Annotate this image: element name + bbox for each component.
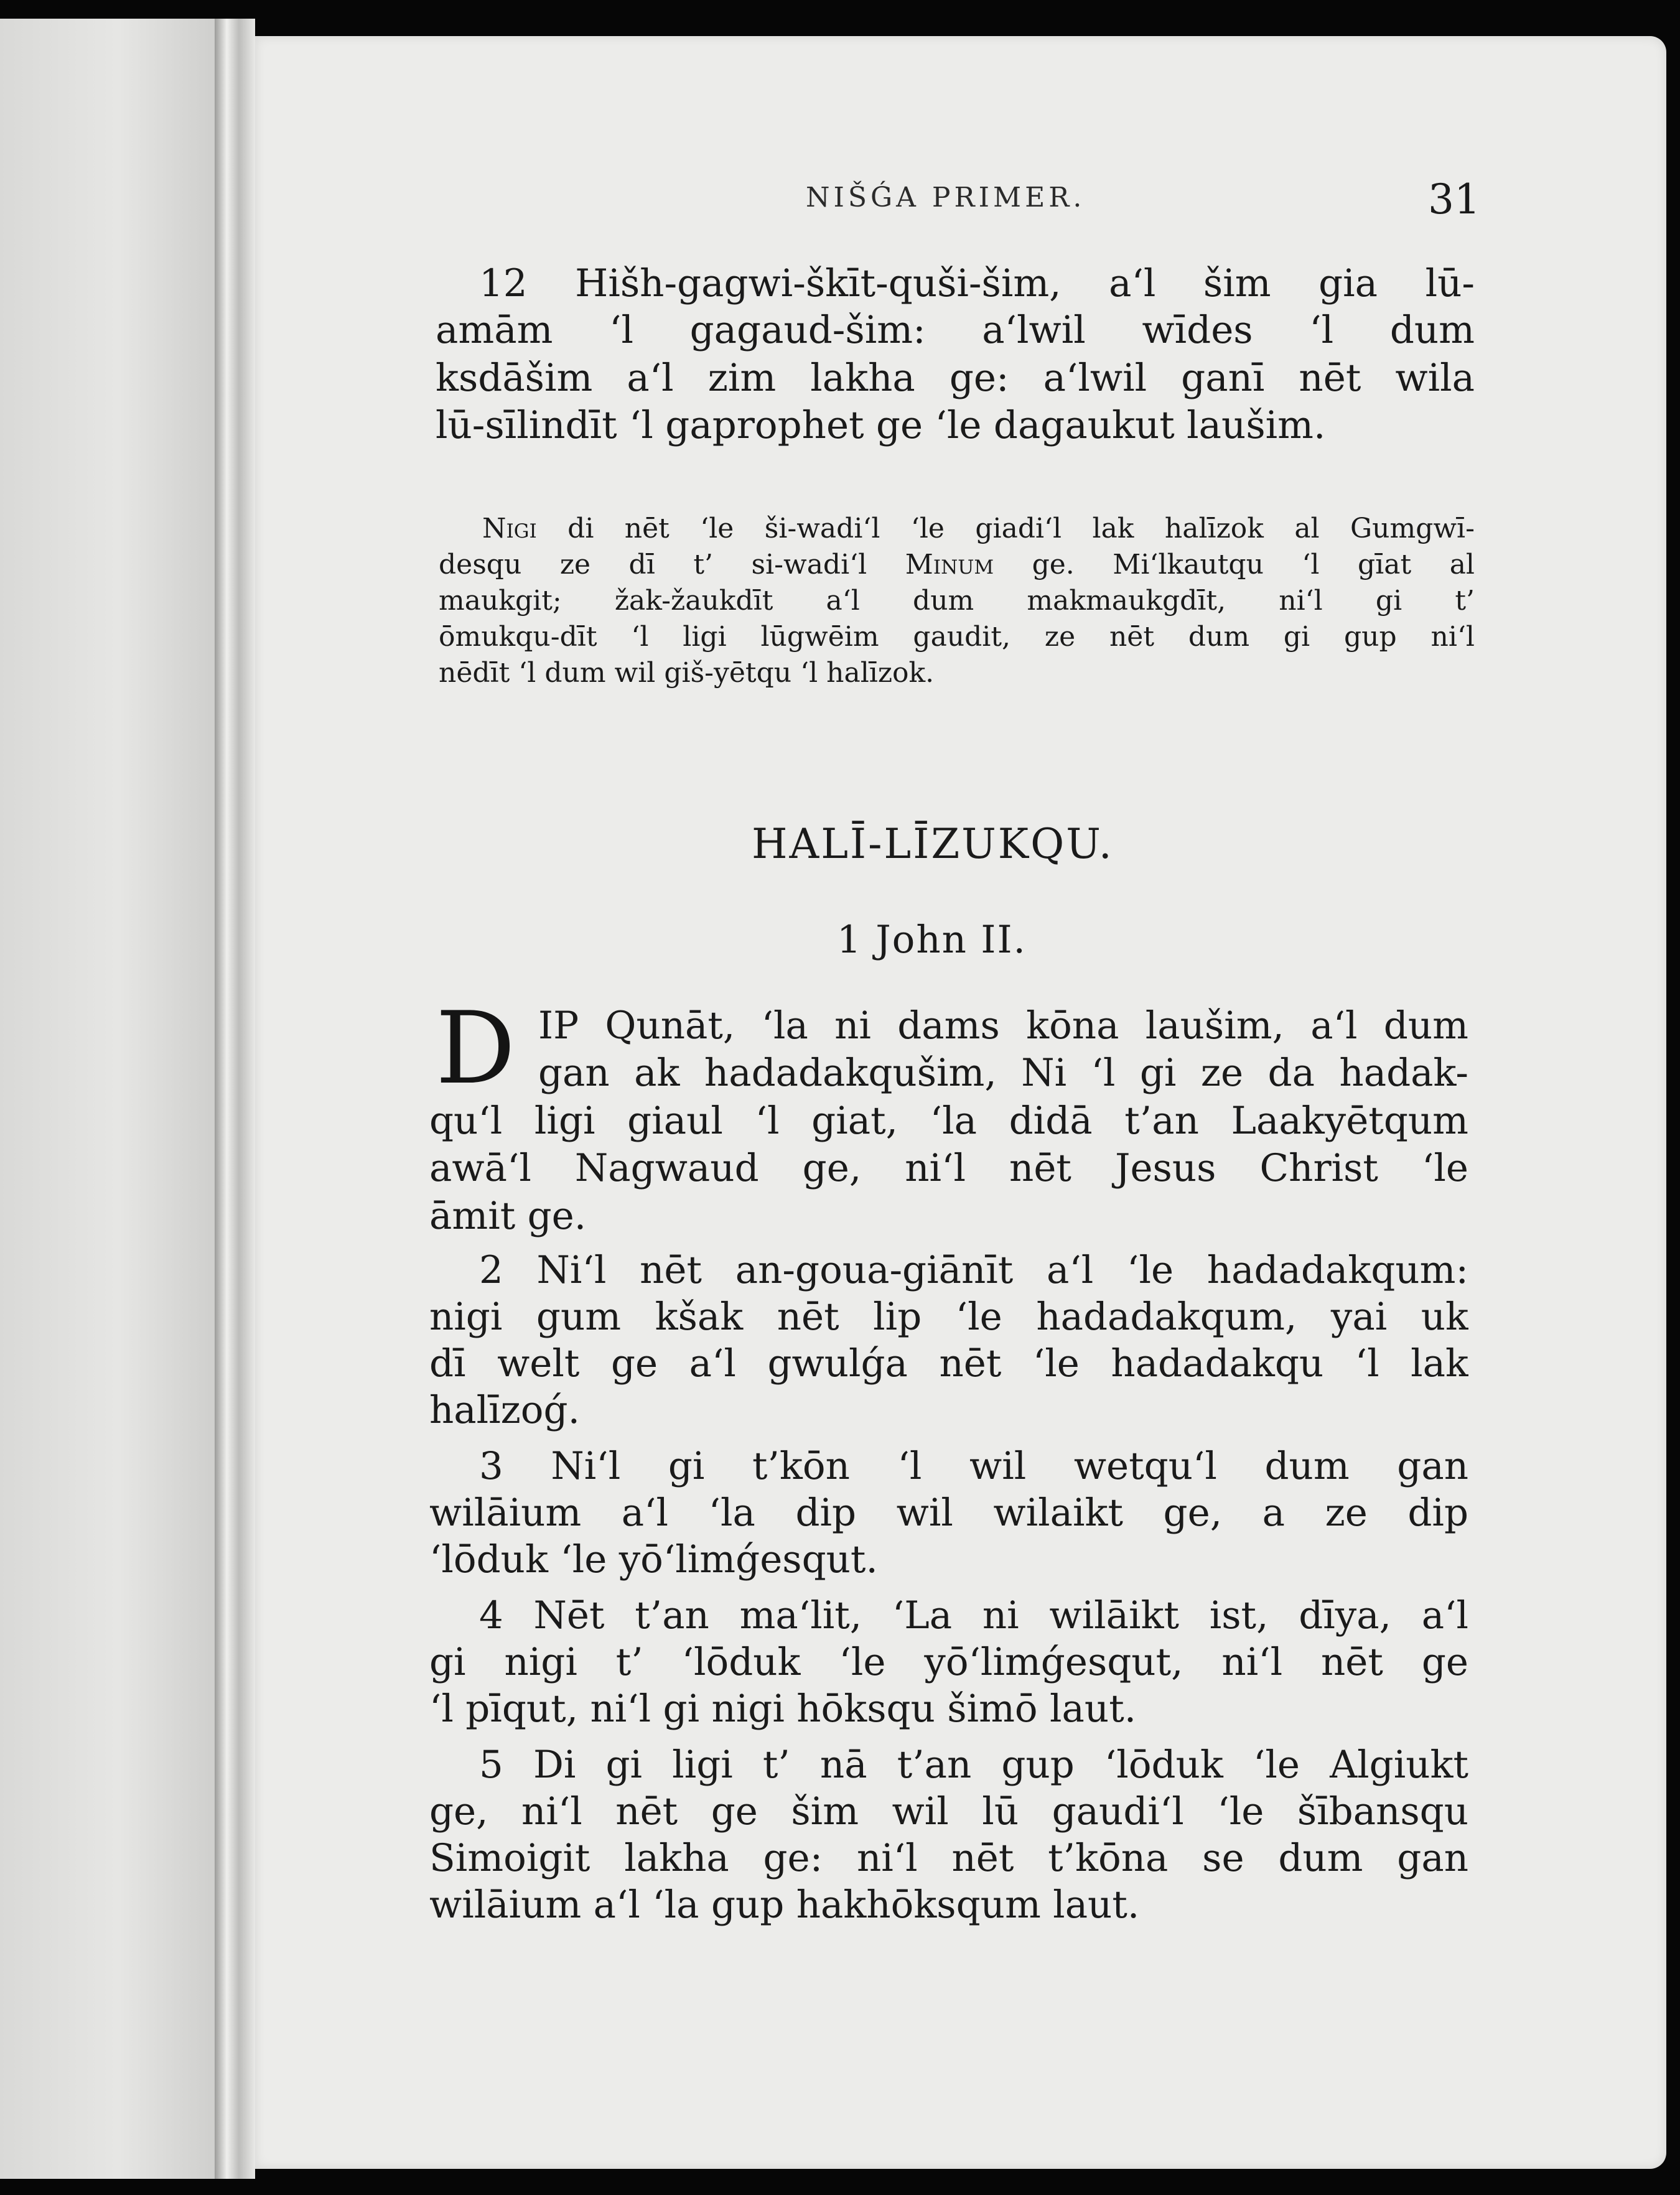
verse-line: nigi gum kšak nēt lip ‘le hadadakqum, yai uk xyxy=(429,1295,1468,1339)
verse-line: ‘l pīqut, ni‘l gi nigi hōksqu šimō laut. xyxy=(429,1687,1137,1731)
note-line: ōmukqu-dīt ‘l ligi lūgwēim gaudit, ze nēt dum gi gup ni‘l xyxy=(439,621,1475,653)
verse-line: gi nigi t’ ‘lōduk ‘le yō‘limǵesqut, ni‘l nēt ge xyxy=(429,1640,1468,1684)
verse-line: 4 Nēt t’an ma‘lit, ‘La ni wilāikt ist, dīya, a‘l xyxy=(479,1593,1468,1638)
verse-line: wilāium a‘l ‘la gup hakhōksqum laut. xyxy=(429,1883,1140,1927)
verse-line: ge, ni‘l nēt ge šim wil lū gaudi‘l ‘le šībansqu xyxy=(429,1789,1468,1834)
note-lead-word: Nigi xyxy=(482,513,537,544)
verse-line: ksdāšim a‘l zim lakha ge: a‘lwil ganī nēt wila xyxy=(436,356,1475,400)
note-caps-word: Minum xyxy=(905,549,994,580)
note-line-text: desqu ze dī t’ si-wadi‘l xyxy=(439,549,905,580)
verse-line: 3 Ni‘l gi t’kōn ‘l wil wetqu‘l dum gan xyxy=(479,1444,1468,1488)
left-page-edge xyxy=(0,19,215,2179)
note-line xyxy=(482,511,1475,548)
verse-line: 12 Hišh-gagwi-škīt-quši-šim, a‘l šim gia lū- xyxy=(479,261,1475,305)
running-header: NIŠǴA PRIMER. xyxy=(806,182,1086,213)
verse-line: ‘lōduk ‘le yō‘limǵesqut. xyxy=(429,1537,878,1582)
verse-line: awā‘l Nagwaud ge, ni‘l nēt Jesus Christ ‘le xyxy=(429,1146,1468,1190)
verse-line: 5 Di gi ligi t’ nā t’an gup ‘lōduk ‘le Algiukt xyxy=(479,1743,1468,1787)
drop-cap: D xyxy=(436,990,516,1106)
verse-line: 2 Ni‘l nēt an-goua-giānīt a‘l ‘le hadadakqum: xyxy=(479,1248,1468,1292)
page-number: 31 xyxy=(1428,175,1480,223)
note-line xyxy=(439,548,1475,584)
verse-line: IP Qunāt, ‘la ni dams kōna laušim, a‘l dum xyxy=(538,1004,1468,1048)
verse-line: lū-sīlindīt ‘l gaprophet ge ‘le dagaukut laušim. xyxy=(436,403,1326,447)
verse-line: dī welt ge a‘l gwulǵa nēt ‘le hadadakqu ‘l lak xyxy=(429,1341,1468,1386)
note-line-text: ge. Mi‘lkautqu ‘l gīat al xyxy=(994,549,1475,580)
verse-line: wilāium a‘l ‘la dip wil wilaikt ge, a ze dip xyxy=(429,1491,1468,1535)
verse-line: Simoigit lakha ge: ni‘l nēt t’kōna se dum gan xyxy=(429,1836,1468,1880)
verse-line: amām ‘l gagaud-šim: a‘lwil wīdes ‘l dum xyxy=(436,308,1475,352)
note-line: maukgit; žak-žaukdīt a‘l dum makmaukgdīt, ni‘l gi t’ xyxy=(439,585,1475,617)
verse-line: āmit ge. xyxy=(429,1194,587,1238)
section-title: HALĪ-LĪZUKQU. xyxy=(752,820,1114,868)
note-line: nēdīt ‘l dum wil giš-yētqu ‘l halīzok. xyxy=(439,657,935,689)
verse-line: gan ak hadadakqušim, Ni ‘l gi ze da hadak- xyxy=(538,1051,1468,1095)
book-gutter xyxy=(215,19,255,2179)
note-line-text: di nēt ‘le ši-wadi‘l ‘le giadi‘l lak halīzok al Gumgwī- xyxy=(536,513,1475,544)
section-reference: 1 John II. xyxy=(837,918,1027,962)
verse-line: halīzoǵ. xyxy=(429,1388,580,1432)
verse-line: qu‘l ligi giaul ‘l giat, ‘la didā t’an Laakyētqum xyxy=(429,1099,1468,1143)
